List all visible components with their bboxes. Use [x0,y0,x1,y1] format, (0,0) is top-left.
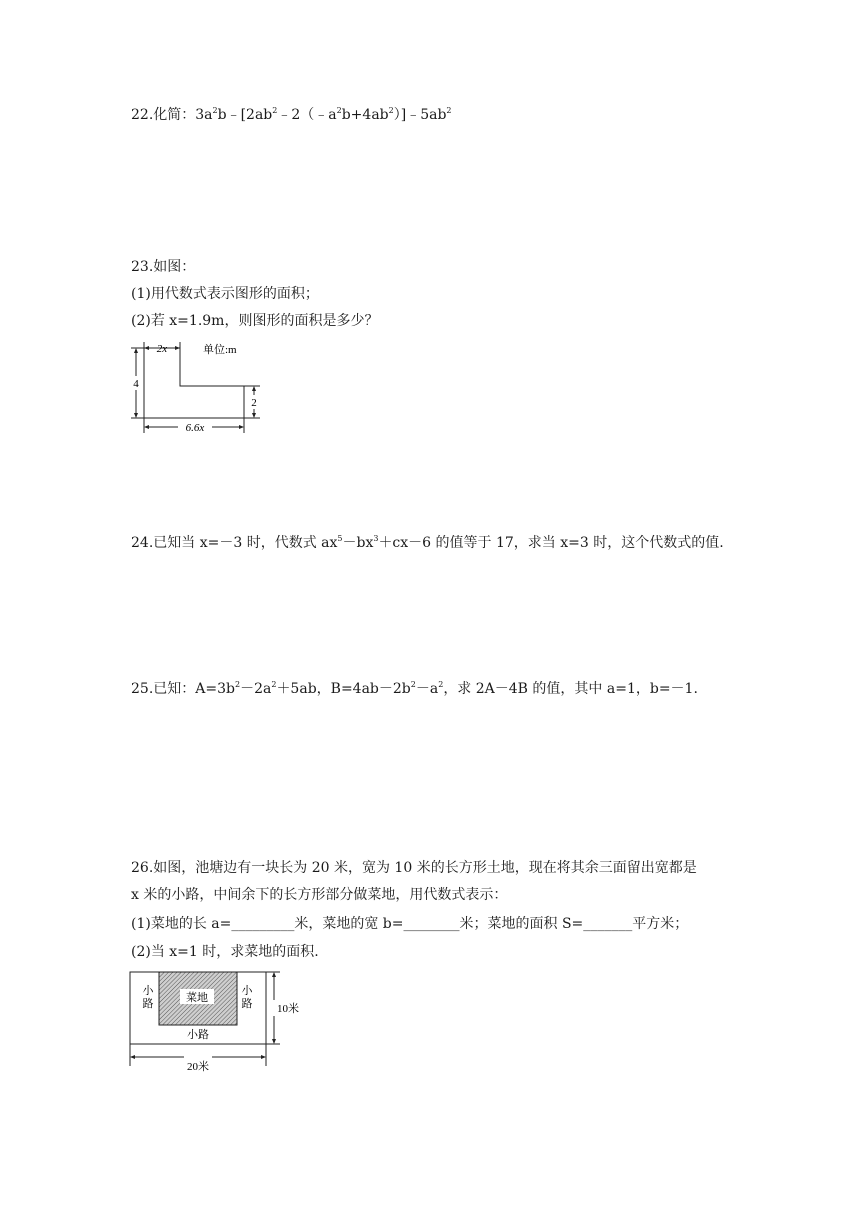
q25-text-3: ＋5ab，B=4ab－2b [276,681,411,697]
q22-text-1: 22.化简：3a [131,107,213,123]
q24-text-3: ＋cx－6 的值等于 17，求当 x=3 时，这个代数式的值. [378,535,724,551]
q22-text-4: b+4ab [341,107,389,123]
q23-part-1: (1)用代数式表示图形的面积； [131,286,319,302]
bottom-path-label: 小路 [187,1029,209,1041]
l-shape-outline [144,348,244,418]
q22-exponent-2: 2 [272,106,278,115]
q23-part-2: (2)若 x=1.9m，则图形的面积是多少？ [131,313,379,329]
q23-unit-label: 单位:m [203,344,237,356]
q24-exponent-2: 3 [373,534,379,543]
q25-text-4: －a [415,681,439,697]
question-24 [131,534,724,552]
q23-l-shape-figure [128,338,268,438]
q25-exponent-2: 2 [271,680,277,689]
width-label: 20米 [187,1061,209,1073]
q22-exponent-3: 2 [336,106,342,115]
left-path-label-1: 小 [142,985,154,997]
q22-exponent-5: 2 [446,106,452,115]
q23-label-2x: 2x [156,343,168,355]
q24-exponent-1: 5 [337,534,343,543]
right-path-label-1: 小 [241,985,253,997]
q22-text-3: ﹣2（﹣a [277,107,337,123]
q25-exponent-1: 2 [234,680,241,689]
q26-line-1: 26.如图，池塘边有一块长为 20 米，宽为 10 米的长方形土地，现在将其余三面留出宽都是 [131,860,697,876]
q26-line-2: x 米的小路，中间余下的长方形部分做菜地，用代数式表示： [131,887,508,903]
q22-exponent-1: 2 [212,106,218,115]
q23-label-2: 2 [251,397,257,409]
question-25 [131,680,698,698]
q24-text-2: －bx [342,535,374,551]
q25-exponent-4: 2 [438,680,444,689]
q25-text-2: －2a [240,681,272,697]
right-path-label-2: 路 [241,998,253,1010]
left-path-label-2: 路 [142,998,154,1010]
q22-text-2: b﹣[2ab [217,107,273,123]
q23-label-6-6x: 6.6x [185,422,205,434]
q25-text-1: 25.已知：A=3b [131,681,235,697]
q26-part-1: (1)菜地的长 a=_________米，菜地的宽 b=________米；菜地的面积 S=_______平方米； [131,916,689,932]
height-label: 10米 [277,1003,299,1015]
q26-part-2: (2)当 x=1 时，求菜地的面积. [131,944,319,960]
q24-text-1: 24.已知当 x=－3 时，代数式 ax [131,535,338,551]
q26-garden-figure [128,970,306,1074]
q23-title: 23.如图： [131,259,196,275]
q25-text-5: ，求 2A－4B 的值，其中 a=1，b=－1. [443,681,698,697]
q25-exponent-3: 2 [410,680,416,689]
question-22 [131,106,452,124]
q22-exponent-4: 2 [388,106,394,115]
q22-text-5: ）]﹣5ab [393,107,447,123]
q23-label-4: 4 [133,378,139,390]
garden-label: 菜地 [186,992,208,1004]
